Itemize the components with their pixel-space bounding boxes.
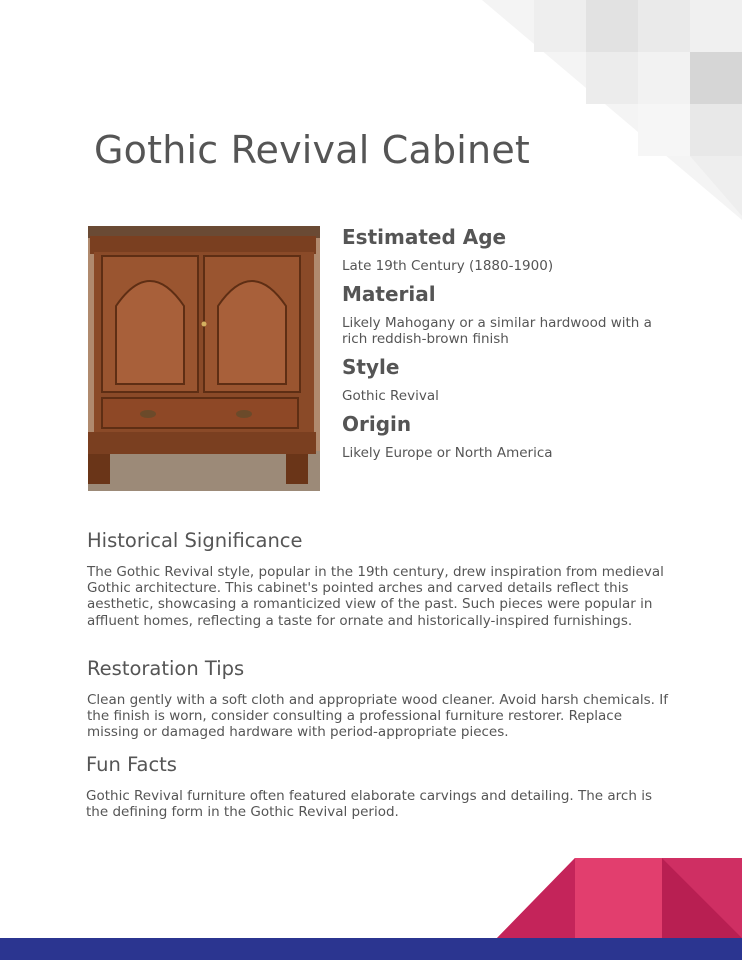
estimated-age-value: Late 19th Century (1880-1900) [342, 258, 554, 274]
restoration-tips-heading: Restoration Tips [87, 657, 245, 680]
details-panel [342, 224, 672, 468]
restoration-tips-section [87, 656, 677, 741]
page-title: Gothic Revival Cabinet [94, 128, 531, 172]
fun-facts-body: Gothic Revival furniture often featured elaborate carvings and detailing. The arch is the defining form in the Gothic Revival period. [86, 788, 652, 821]
material-label: Material [342, 282, 436, 306]
historical-significance-body: The Gothic Revival style, popular in the 19th century, drew inspiration from medieval Gothic architecture. This cabinet's pointed arches and carved details reflect this aesthetic, showcasing a romanticized view of the past. Such pieces were popular in affluent homes, reflecting a taste for ornate and historically-inspired furnishings. [87, 564, 664, 629]
corner-decoration-bottom [497, 858, 742, 938]
estimated-age-label: Estimated Age [342, 225, 507, 249]
origin-label: Origin [342, 412, 412, 436]
historical-significance-section [87, 528, 677, 629]
corner-decoration-top [482, 0, 742, 220]
restoration-tips-body: Clean gently with a soft cloth and appropriate wood cleaner. Avoid harsh chemicals. If the finish is worn, consider consulting a professional furniture restorer. Replace missing or damaged hardware with period-appropriate pieces. [87, 692, 668, 741]
origin-value: Likely Europe or North America [342, 445, 553, 461]
style-value: Gothic Revival [342, 388, 439, 404]
footer-bar [0, 938, 742, 960]
historical-significance-heading: Historical Significance [87, 529, 303, 552]
cabinet-photo [88, 226, 320, 491]
style-label: Style [342, 355, 400, 379]
fun-facts-heading: Fun Facts [86, 753, 177, 776]
fun-facts-section [86, 752, 676, 820]
material-value: Likely Mahogany or a similar hardwood with a rich reddish-brown finish [342, 315, 652, 347]
